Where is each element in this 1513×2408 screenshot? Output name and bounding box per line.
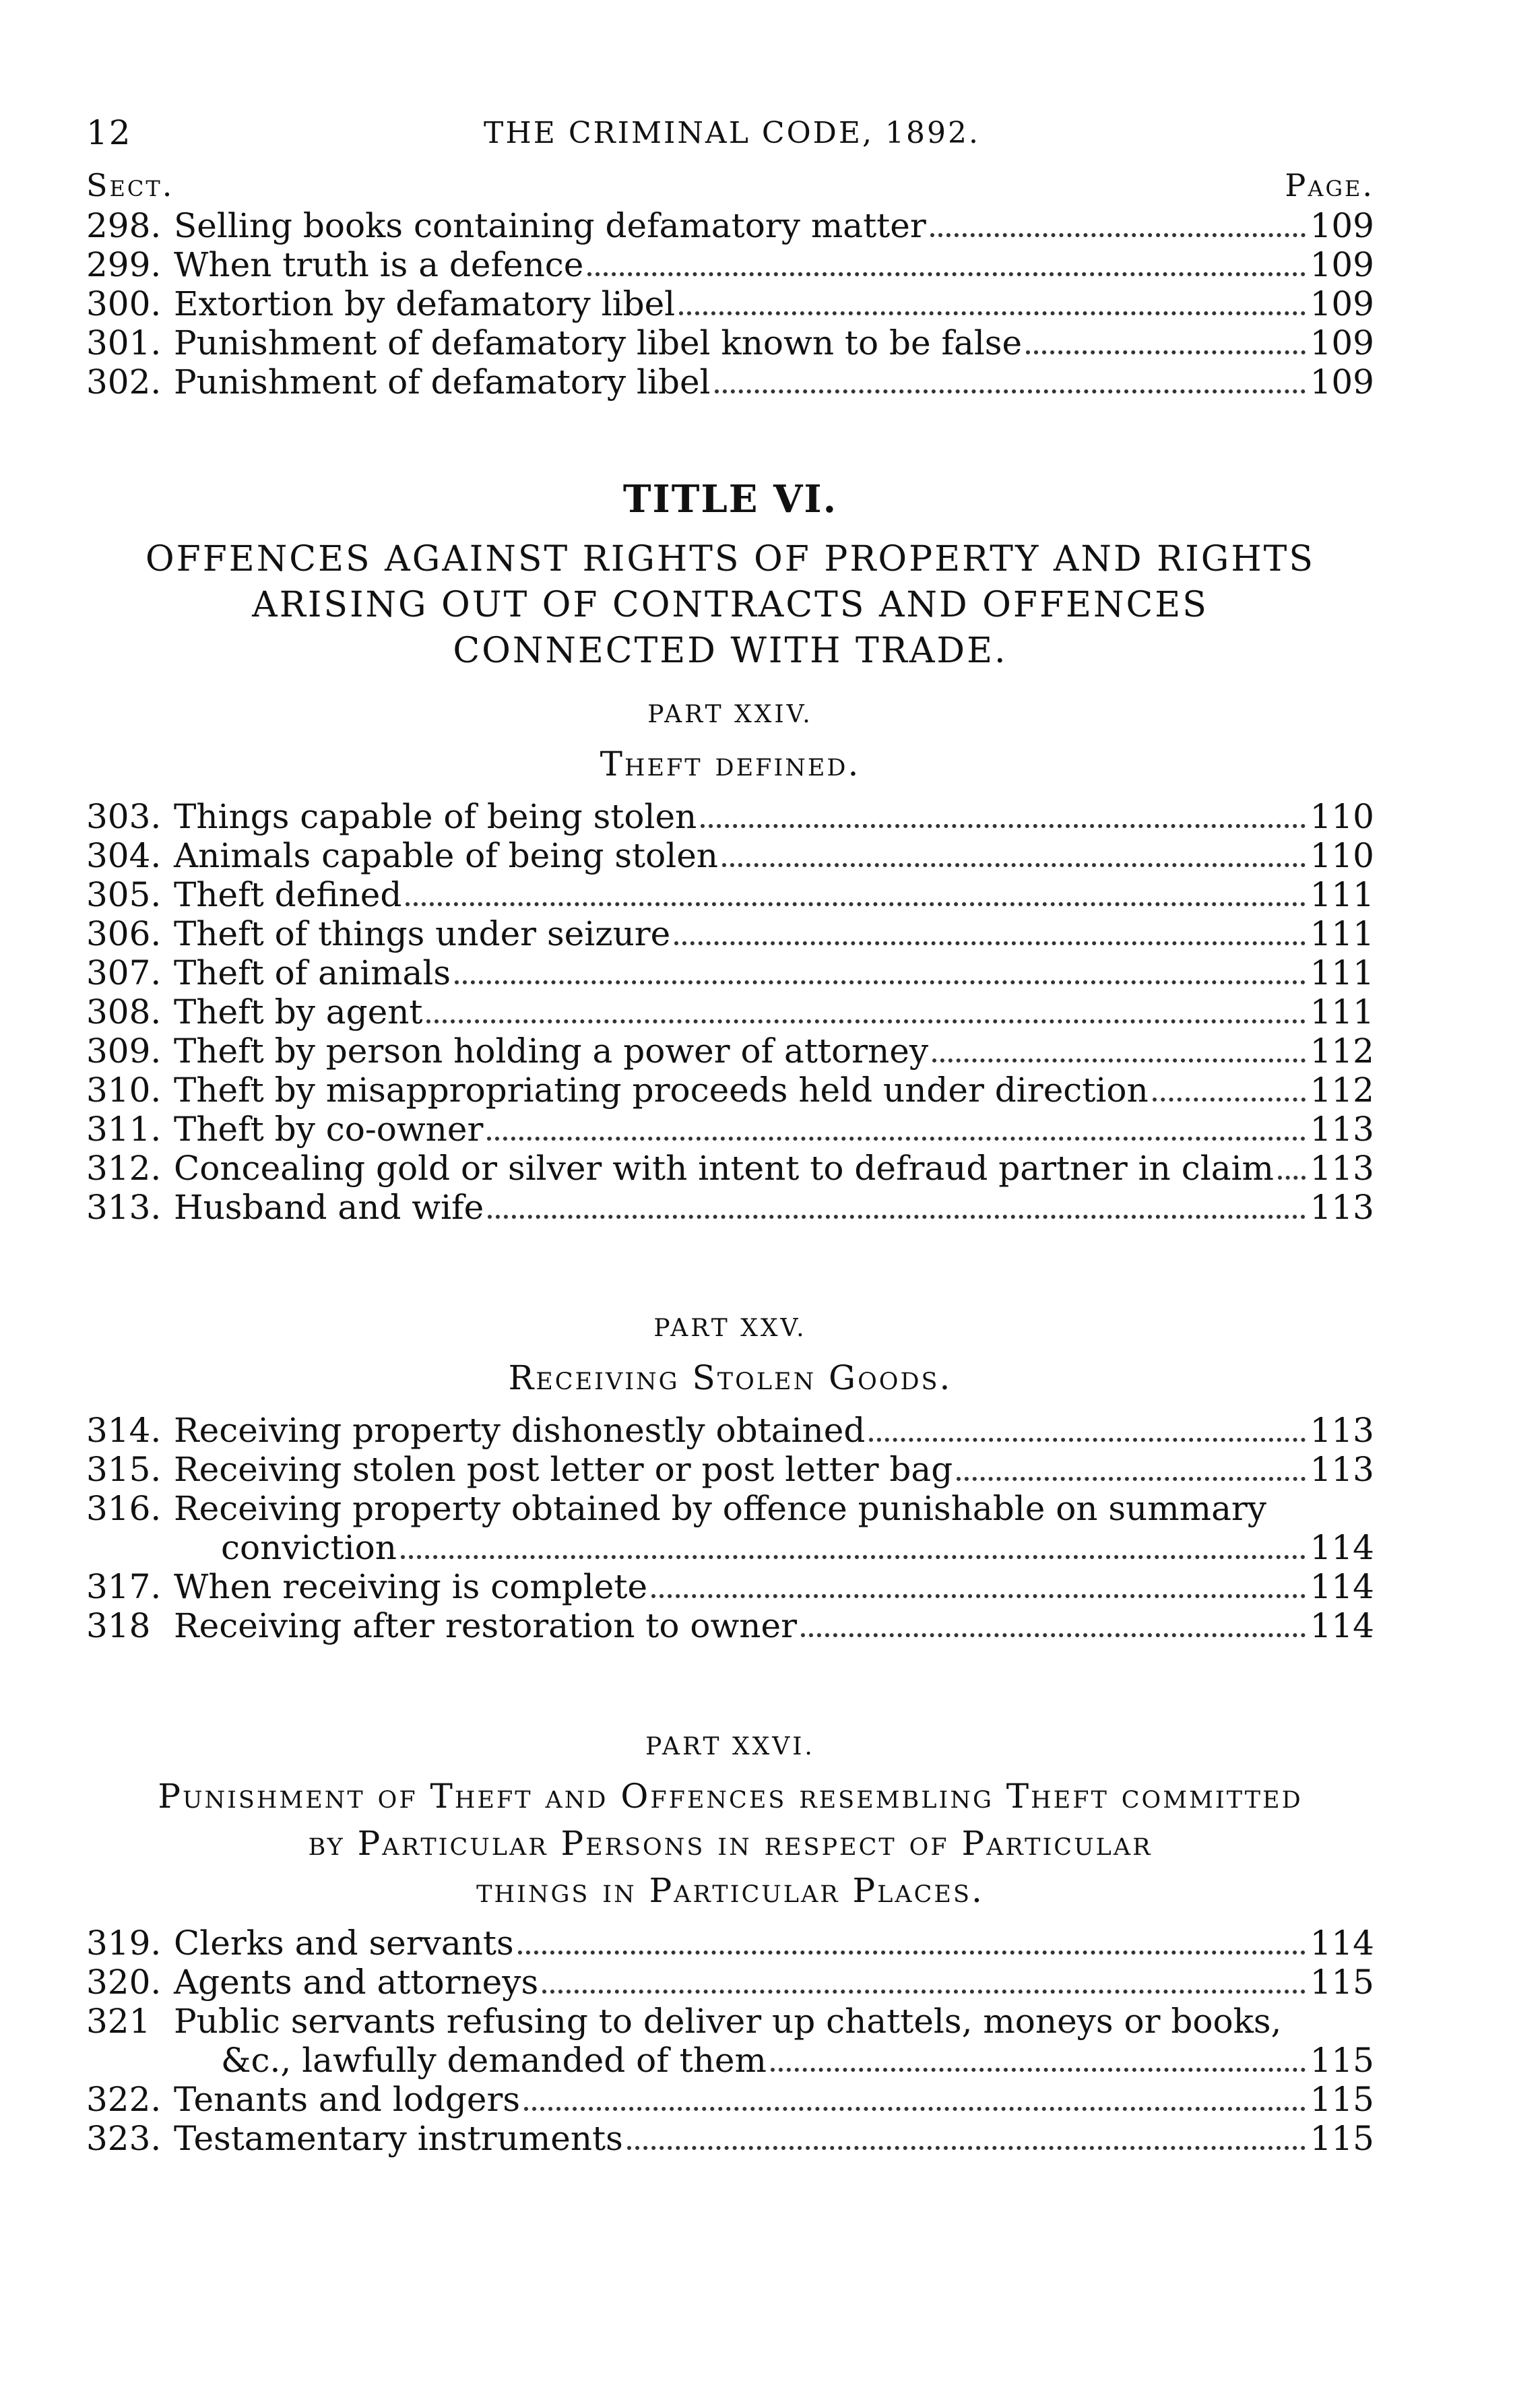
entry-text: Concealing gold or silver with intent to defraud partner in claim: [174, 1149, 1274, 1188]
page-ref: 113: [1310, 1188, 1374, 1227]
section-number: 314.: [86, 1411, 162, 1450]
page-ref: 113: [1310, 1110, 1374, 1149]
entry-text: Tenants and lodgers: [174, 2080, 521, 2119]
part-heading: [86, 1773, 1374, 1914]
entry-text: Receiving property obtained by offence punishable on summary: [174, 1489, 1267, 1528]
dot-leader: [542, 1990, 1306, 1994]
dot-leader: [487, 1137, 1306, 1141]
page-ref: 109: [1310, 245, 1374, 284]
page-ref: 112: [1310, 1071, 1374, 1110]
toc-entry: [86, 245, 1374, 284]
dot-leader: [701, 824, 1306, 828]
entry-text: Theft defined: [174, 875, 402, 914]
toc-entry: [86, 2080, 1374, 2119]
dot-leader: [715, 389, 1306, 393]
dot-leader: [674, 941, 1306, 945]
page-column-header: Page.: [1285, 167, 1374, 203]
part-heading: Theft defined.: [600, 744, 861, 784]
page-ref: 115: [1310, 2080, 1374, 2119]
dot-leader: [869, 1438, 1306, 1442]
section-number: 319.: [86, 1924, 162, 1963]
title-subheading-line: CONNECTED WITH TRADE.: [453, 631, 1008, 671]
entry-text: Theft by co-owner: [174, 1110, 484, 1149]
part-heading-line: things in Particular Places.: [476, 1871, 984, 1910]
dot-leader: [587, 272, 1306, 276]
running-head: [86, 101, 1374, 155]
page-ref: 109: [1310, 323, 1374, 362]
dot-leader: [771, 2068, 1306, 2072]
part-24-entries: [86, 797, 1374, 1227]
toc-entry: [86, 284, 1374, 323]
page-ref: 109: [1310, 362, 1374, 402]
dot-leader: [957, 1477, 1306, 1481]
toc-entry: [86, 875, 1374, 914]
entry-text: When receiving is complete: [174, 1567, 648, 1606]
dot-leader: [455, 980, 1306, 984]
entry-text: Things capable of being stolen: [174, 797, 697, 836]
part-25-entries: [86, 1411, 1374, 1645]
dot-leader: [518, 1951, 1306, 1955]
section-number: 300.: [86, 284, 162, 323]
toc-entry: [86, 362, 1374, 402]
entry-continuation-line: [86, 1528, 1374, 1567]
toc-entry: [86, 1032, 1374, 1071]
entry-text: Agents and attorneys: [174, 1963, 539, 2002]
dot-leader: [426, 1019, 1306, 1023]
toc-entry: [86, 953, 1374, 992]
section-number: 310.: [86, 1071, 162, 1110]
toc-entry: [86, 1924, 1374, 1963]
entry-continuation-line: [86, 2041, 1374, 2080]
intro-entries: [86, 206, 1374, 402]
section-number: 309.: [86, 1032, 162, 1071]
book-title: THE CRIMINAL CODE, 1892.: [484, 116, 980, 150]
section-number: 312.: [86, 1149, 162, 1188]
page-ref: 114: [1310, 1528, 1374, 1567]
section-number: 323.: [86, 2119, 162, 2158]
section-number: 304.: [86, 836, 162, 875]
section-number: 298.: [86, 206, 162, 245]
page-ref: 111: [1310, 914, 1374, 953]
section-gap: [86, 1227, 1374, 1288]
toc-entry: [86, 1188, 1374, 1227]
toc-entry: [86, 1963, 1374, 2002]
title-heading: TITLE VI.: [622, 477, 838, 521]
section-number: 299.: [86, 245, 162, 284]
section-number: 302.: [86, 362, 162, 402]
entry-text: Punishment of defamatory libel: [174, 362, 711, 402]
dot-leader: [1026, 350, 1306, 354]
toc-entry: [86, 1450, 1374, 1489]
part-label: PART XXV.: [653, 1314, 807, 1342]
entry-text: Receiving after restoration to owner: [174, 1606, 797, 1645]
toc-entry: [86, 1567, 1374, 1606]
toc-entry: [86, 2002, 1374, 2080]
entry-text: Husband and wife: [174, 1188, 484, 1227]
section-number: 321: [86, 2002, 151, 2041]
page: [86, 101, 1374, 2158]
entry-text: Theft by agent: [174, 992, 423, 1032]
section-number: 316.: [86, 1489, 162, 1528]
dot-leader: [1153, 1098, 1306, 1102]
toc-entry: [86, 914, 1374, 953]
column-headers: [86, 167, 1374, 206]
entry-first-line: [86, 2002, 1374, 2041]
page-ref: 114: [1310, 1567, 1374, 1606]
page-ref: 113: [1310, 1149, 1374, 1188]
page-ref: 113: [1310, 1411, 1374, 1450]
section-number: 306.: [86, 914, 162, 953]
section-number: 320.: [86, 1963, 162, 2002]
section-number: 318: [86, 1606, 151, 1645]
section-number: 305.: [86, 875, 162, 914]
section-number: 315.: [86, 1450, 162, 1489]
entry-first-line: [86, 1489, 1374, 1528]
page-ref: 110: [1310, 797, 1374, 836]
dot-leader: [406, 902, 1306, 906]
entry-text: Public servants refusing to deliver up chattels, moneys or books,: [174, 2002, 1282, 2041]
toc-entry: [86, 323, 1374, 362]
page-ref: 114: [1310, 1924, 1374, 1963]
entry-text: Testamentary instruments: [174, 2119, 623, 2158]
page-ref: 115: [1310, 2041, 1374, 2080]
dot-leader: [488, 1215, 1306, 1219]
toc-entry: [86, 1149, 1374, 1188]
dot-leader: [801, 1633, 1306, 1637]
entry-text-continued: conviction: [221, 1528, 397, 1567]
entry-text: Theft of animals: [174, 953, 451, 992]
page-number: 12: [86, 113, 132, 152]
dot-leader: [524, 2107, 1306, 2111]
dot-leader: [401, 1555, 1306, 1559]
section-number: 311.: [86, 1110, 162, 1149]
section-number: 322.: [86, 2080, 162, 2119]
page-ref: 115: [1310, 2119, 1374, 2158]
entry-text: Receiving stolen post letter or post letter bag: [174, 1450, 953, 1489]
section-number: 308.: [86, 992, 162, 1032]
page-ref: 111: [1310, 992, 1374, 1032]
dot-leader: [932, 1058, 1306, 1063]
dot-leader: [679, 311, 1306, 315]
entry-text: Punishment of defamatory libel known to be false: [174, 323, 1023, 362]
section-number: 307.: [86, 953, 162, 992]
section-number: 301.: [86, 323, 162, 362]
entry-text: Extortion by defamatory libel: [174, 284, 676, 323]
page-ref: 114: [1310, 1606, 1374, 1645]
title-block: [86, 476, 1374, 674]
title-subheading-line: OFFENCES AGAINST RIGHTS OF PROPERTY AND RIGHTS: [146, 539, 1315, 579]
page-ref: 111: [1310, 953, 1374, 992]
toc-entry: [86, 1110, 1374, 1149]
entry-text: Theft by person holding a power of attorney: [174, 1032, 929, 1071]
entry-text: Selling books containing defamatory matter: [174, 206, 926, 245]
page-ref: 110: [1310, 836, 1374, 875]
page-ref: 109: [1310, 284, 1374, 323]
toc-entry: [86, 206, 1374, 245]
section-number: 317.: [86, 1567, 162, 1606]
part-heading-line: Punishment of Theft and Offences resembling Theft committed: [158, 1777, 1303, 1816]
dot-leader: [722, 863, 1306, 867]
toc-entry: [86, 1606, 1374, 1645]
part-label: PART XXVI.: [645, 1733, 815, 1761]
dot-leader: [930, 233, 1306, 237]
toc-entry: [86, 797, 1374, 836]
toc-entry: [86, 836, 1374, 875]
part-26-entries: [86, 1924, 1374, 2158]
entry-text: Clerks and servants: [174, 1924, 514, 1963]
section-number: 303.: [86, 797, 162, 836]
dot-leader: [627, 2146, 1306, 2150]
toc-entry: [86, 1411, 1374, 1450]
entry-text: Theft of things under seizure: [174, 914, 671, 953]
entry-text: Animals capable of being stolen: [174, 836, 719, 875]
page-ref: 111: [1310, 875, 1374, 914]
toc-entry: [86, 992, 1374, 1032]
section-column-header: Sect.: [86, 167, 174, 203]
page-ref: 109: [1310, 206, 1374, 245]
entry-text: Theft by misappropriating proceeds held under direction: [174, 1071, 1149, 1110]
entry-text: When truth is a defence: [174, 245, 584, 284]
title-subheading: [86, 536, 1374, 674]
dot-leader: [1278, 1176, 1306, 1180]
page-ref: 112: [1310, 1032, 1374, 1071]
section-number: 313.: [86, 1188, 162, 1227]
section-gap: [86, 1645, 1374, 1706]
part-label: PART XXIV.: [647, 701, 813, 728]
page-ref: 113: [1310, 1450, 1374, 1489]
title-subheading-line: ARISING OUT OF CONTRACTS AND OFFENCES: [252, 585, 1209, 625]
part-heading: Receiving Stolen Goods.: [508, 1358, 953, 1397]
entry-text-continued: &c., lawfully demanded of them: [221, 2041, 767, 2080]
page-ref: 115: [1310, 1963, 1374, 2002]
dot-leader: [651, 1594, 1306, 1598]
entry-text: Receiving property dishonestly obtained: [174, 1411, 866, 1450]
toc-entry: [86, 1071, 1374, 1110]
part-heading-line: by Particular Persons in respect of Particular: [308, 1824, 1153, 1863]
toc-entry: [86, 1489, 1374, 1567]
toc-entry: [86, 2119, 1374, 2158]
